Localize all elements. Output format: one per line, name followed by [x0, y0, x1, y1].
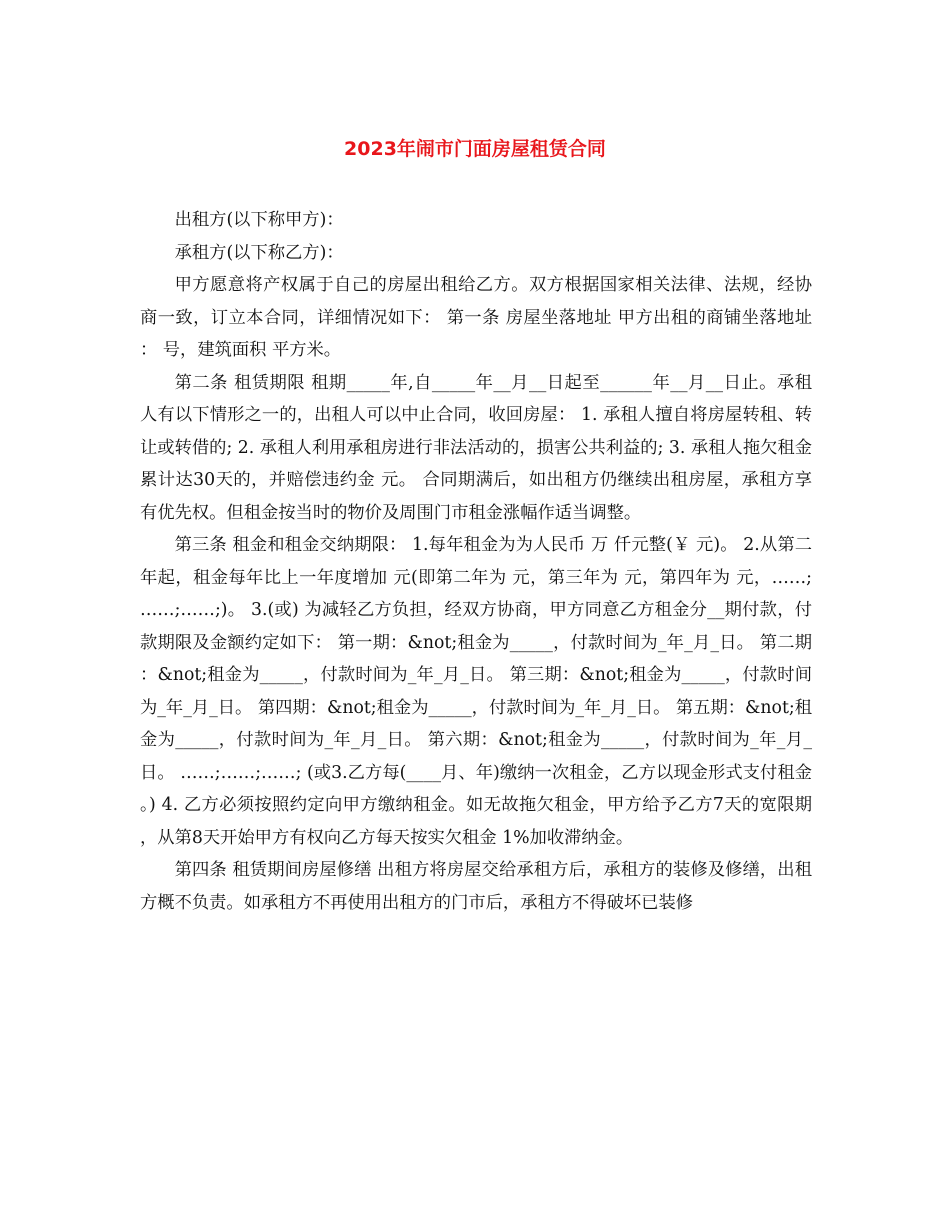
paragraph-article-4: 第四条 租赁期间房屋修缮 出租方将房屋交给承租方后，承租方的装修及修缮，出租方概不负责。如承租方不再使用出租方的门市后，承租方不得破坏已装修 — [140, 860, 812, 913]
paragraph-article-3: 第三条 租金和租金交纳期限： 1.每年租金为为人民币 万 仟元整(￥ 元)。 2.从第二年起，租金每年比上一年度增加 元(即第二年为 元，第三年为 元，第四年为 元，……;……;……;)。 3.(或) 为减轻乙方负担，经双方协商，甲方同意乙方租金分__期付款，付款期限及金额约定如下： 第一期：&not;租金为_____，付款时间为_年_月_日。 第二期：&not;租金为_____，付款时间为_年_月_日。 第三期：&not;租金为_____，付款时间为_年_月_日。 第四期：&not;租金为_____，付款时间为_年_月_日。 第五期：&not;租金为_____，付款时间为_年_月_日。 第六期：&not;租金为_____，付款时间为_年_月_日。 ……;……;……; (或3.乙方每(____月、年)缴纳一次租金，乙方以现金形式支付租金。) 4. 乙方必须按照约定向甲方缴纳租金。如无故拖欠租金，甲方给予乙方7天的宽限期，从第8天开始甲方有权向乙方每天按实欠租金 1%加收滞纳金。 — [140, 535, 812, 848]
document-title: 2023年闹市门面房屋租赁合同 — [344, 138, 606, 160]
paragraph-lessee: 承租方(以下称乙方)： — [174, 242, 344, 263]
paragraph-preamble: 甲方愿意将产权属于自己的房屋出租给乙方。双方根据国家相关法律、法规，经协商一致，订立本合同，详细情况如下： 第一条 房屋坐落地址 甲方出租的商铺坐落地址： 号，建筑面积 平方米。 — [140, 275, 812, 360]
paragraph-lessor: 出租方(以下称甲方)： — [174, 210, 344, 230]
document-body — [140, 204, 812, 919]
paragraph-article-2: 第二条 租赁期限 租期_____年,自_____年__月__日起至______年__月__日止。承租人有以下情形之一的，出租人可以中止合同，收回房屋： 1. 承租人擅自将房屋转租、转让或转借的; 2. 承租人利用承租房进行非法活动的，损害公共利益的; 3. 承租人拖欠租金累计达30天的，并赔偿违约金 元。 合同期满后，如出租方仍继续出租房屋，承租方享有优先权。但租金按当时的物价及周围门市租金涨幅作适当调整。 — [140, 372, 812, 523]
